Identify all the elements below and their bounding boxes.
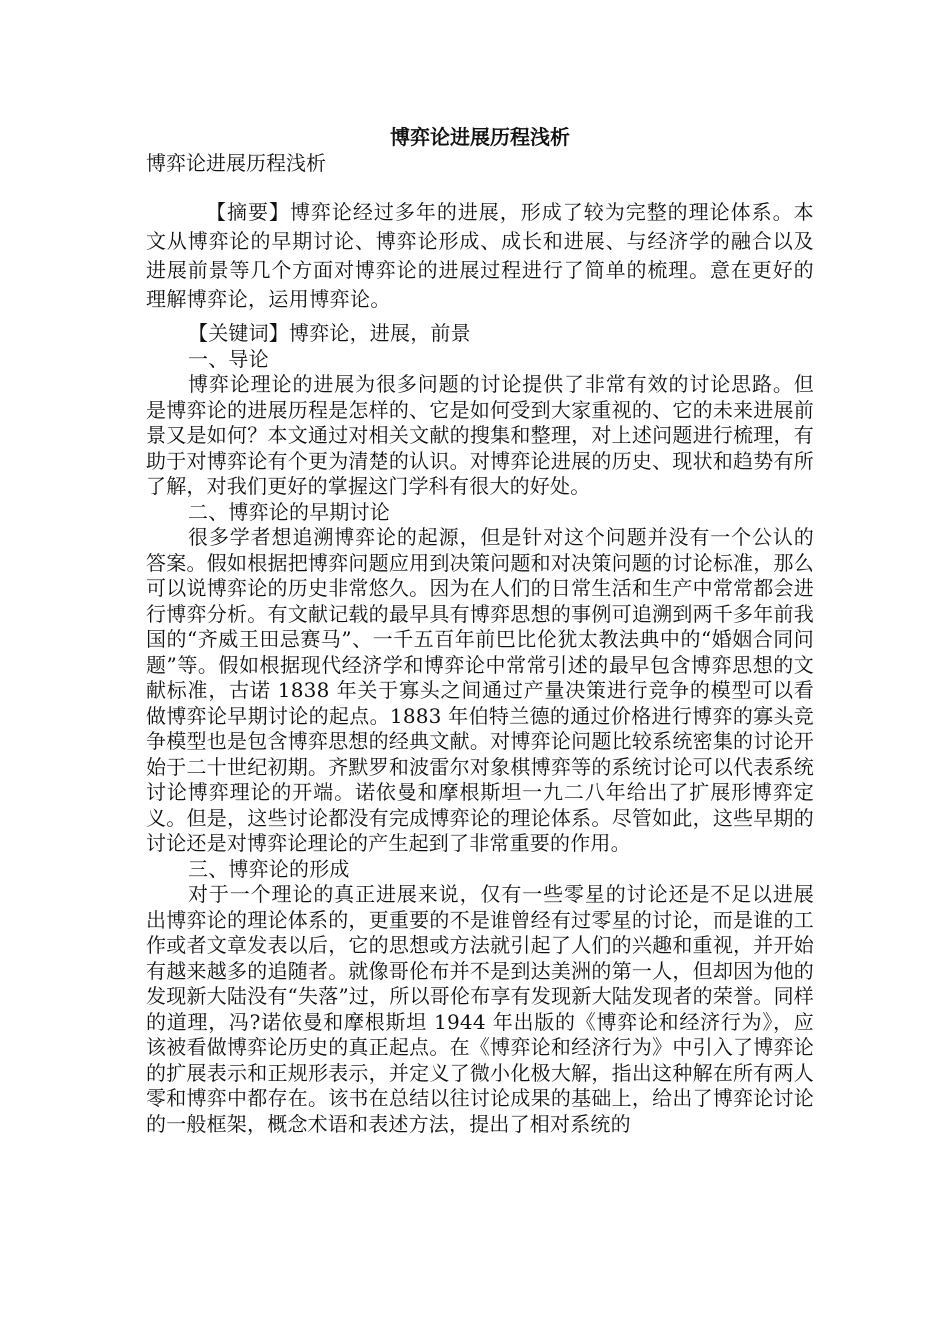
document-title: 博弈论进展历程浅析 bbox=[390, 125, 570, 149]
document-subtitle: 博弈论进展历程浅析 bbox=[146, 151, 326, 175]
document-body bbox=[146, 321, 814, 1137]
section-heading-introduction: 一、导论 bbox=[188, 346, 269, 371]
paragraph-formation: 对于一个理论的真正进展来说，仅有一些零星的讨论还是不足以进展出博弈论的理论体系的，更重要的不是谁曾经有过零星的讨论，而是谁的工作或者文章发表以后，它的思想或方法就引起了人们的兴趣和重视，并开始有越来越多的追随者。就像哥伦布并不是到达美洲的第一人，但却因为他的发现新大陆没有“失落”过，所以哥伦布享有发现新大陆发现者的荣誉。同样的道理，冯?诺依曼和摩根斯坦 1944 年出版的《博弈论和经济行为》，应该被看做博弈论历史的真正起点。在《博弈论和经济行为》中引入了博弈论的扩展表示和正规形表示，并定义了微小化极大解，指出这种解在所有两人零和博弈中都存在。该书在总结以往讨论成果的基础上，给出了博弈论讨论的一般框架，概念术语和表述方法，提出了相对系统的 bbox=[146, 882, 814, 1136]
section-heading-early-research: 二、博弈论的早期讨论 bbox=[188, 499, 390, 524]
paragraph-early-research: 很多学者想追溯博弈论的起源，但是针对这个问题并没有一个公认的答案。假如根据把博弈问题应用到决策问题和对决策问题的讨论标准，那么可以说博弈论的历史非常悠久。因为在人们的日常生活和生产中常常都会进行博弈分析。有文献记载的最早具有博弈思想的事例可追溯到两千多年前我国的“齐威王田忌赛马”、一千五百年前巴比伦犹太教法典中的“婚姻合同问题”等。假如根据现代经济学和博弈论中常常引述的最早包含博弈思想的文献标准，古诺 1838 年关于寡头之间通过产量决策进行竞争的模型可以看做博弈论早期讨论的起点。1883 年伯特兰德的通过价格进行博弈的寡头竞争模型也是包含博弈思想的经典文献。对博弈论问题比较系统密集的讨论开始于二十世纪初期。齐默罗和波雷尔对象棋博弈等的系统讨论可以代表系统讨论博弈理论的开端。诺依曼和摩根斯坦一九二八年给出了扩展形博弈定义。但是，这些讨论都没有完成博弈论的理论体系。尽管如此，这些早期的讨论还是对博弈论理论的产生起到了非常重要的作用。 bbox=[146, 525, 814, 855]
section-heading-formation: 三、博弈论的形成 bbox=[188, 856, 350, 881]
abstract-paragraph: 【摘要】博弈论经过多年的进展，形成了较为完整的理论体系。本文从博弈论的早期讨论、博弈论形成、成长和进展、与经济学的融合以及进展前景等几个方面对博弈论的进展过程进行了简单的梳理。意在更好的理解博弈论，运用博弈论。 bbox=[146, 200, 814, 311]
keywords-line: 【关键词】博弈论，进展，前景 bbox=[188, 321, 471, 345]
paragraph-introduction: 博弈论理论的进展为很多问题的讨论提供了非常有效的讨论思路。但是博弈论的进展历程是怎样的、它是如何受到大家重视的、它的未来进展前景又是如何？本文通过对相关文献的搜集和整理，对上述问题进行梳理，有助于对博弈论有个更为清楚的认识。对博弈论进展的历史、现状和趋势有所了解，对我们更好的掌握这门学科有很大的好处。 bbox=[146, 372, 814, 498]
